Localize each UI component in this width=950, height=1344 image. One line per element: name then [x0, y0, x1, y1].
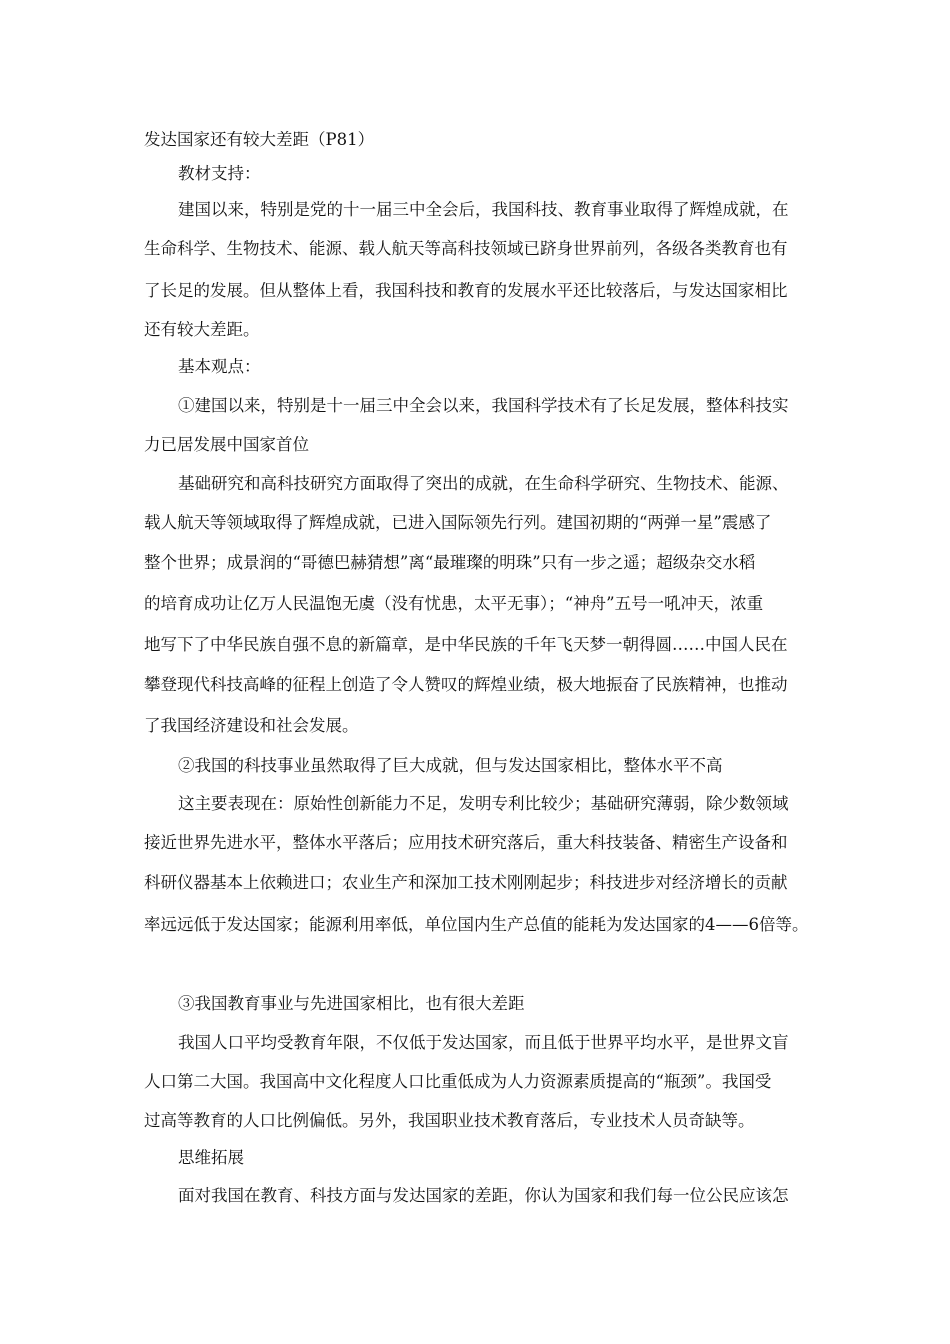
- paragraph-line: 我国人口平均受教育年限，不仅低于发达国家，而且低于世界平均水平，是世界文盲: [178, 1033, 789, 1052]
- section-title: 发达国家还有较大差距（P81）: [144, 130, 375, 149]
- paragraph-line: 攀登现代科技高峰的征程上创造了令人赞叹的辉煌业绩，极大地振奋了民族精神，也推动: [144, 675, 788, 694]
- point-heading-1: ①建国以来，特别是十一届三中全会以来，我国科学技术有了长足发展，整体科技实: [178, 396, 789, 415]
- point-heading-2: ②我国的科技事业虽然取得了巨大成就，但与发达国家相比，整体水平不高: [178, 756, 723, 775]
- paragraph-line: 率远远低于发达国家；能源利用率低，单位国内生产总值的能耗为发达国家的4——6倍等。: [144, 915, 809, 934]
- paragraph-line: 的培育成功让亿万人民温饱无虞（没有忧患，太平无事）；“神舟”五号一吼冲天，浓重: [144, 594, 764, 613]
- paragraph-line: 这主要表现在：原始性创新能力不足，发明专利比较少；基础研究薄弱，除少数领域: [178, 794, 789, 813]
- paragraph-line: 基础研究和高科技研究方面取得了突出的成就，在生命科学研究、生物技术、能源、: [178, 474, 789, 493]
- point-heading-1-cont: 力已居发展中国家首位: [144, 435, 309, 454]
- subheading-textbook-support: 教材支持：: [178, 164, 261, 183]
- subheading-thinking-extension: 思维拓展: [178, 1148, 244, 1167]
- paragraph-line: 科研仪器基本上依赖进口；农业生产和深加工技术刚刚起步；科技进步对经济增长的贡献: [144, 873, 788, 892]
- paragraph-line: 人口第二大国。我国高中文化程度人口比重低成为人力资源素质提高的“瓶颈”。我国受: [144, 1072, 772, 1091]
- paragraph-line: 了我国经济建设和社会发展。: [144, 716, 359, 735]
- paragraph-line: 面对我国在教育、科技方面与发达国家的差距，你认为国家和我们每一位公民应该怎: [178, 1186, 789, 1205]
- paragraph-line: 载人航天等领域取得了辉煌成就，已进入国际领先行列。建国初期的“两弹一星”震感了: [144, 513, 772, 532]
- paragraph-line: 整个世界；成景润的“哥德巴赫猜想”离“最璀璨的明珠”只有一步之遥；超级杂交水稻: [144, 553, 756, 572]
- paragraph-line: 还有较大差距。: [144, 320, 260, 339]
- paragraph-line: 建国以来，特别是党的十一届三中全会后，我国科技、教育事业取得了辉煌成就，在: [178, 200, 789, 219]
- paragraph-line: 过高等教育的人口比例偏低。另外，我国职业技术教育落后，专业技术人员奇缺等。: [144, 1111, 755, 1130]
- paragraph-line: 了长足的发展。但从整体上看，我国科技和教育的发展水平还比较落后，与发达国家相比: [144, 281, 788, 300]
- paragraph-line: 接近世界先进水平，整体水平落后；应用技术研究落后，重大科技装备、精密生产设备和: [144, 833, 788, 852]
- subheading-basic-views: 基本观点：: [178, 357, 261, 376]
- paragraph-line: 生命科学、生物技术、能源、载人航天等高科技领域已跻身世界前列，各级各类教育也有: [144, 239, 788, 258]
- point-heading-3: ③我国教育事业与先进国家相比，也有很大差距: [178, 994, 525, 1013]
- paragraph-line: 地写下了中华民族自强不息的新篇章，是中华民族的千年飞天梦一朝得圆……中国人民在: [144, 635, 788, 654]
